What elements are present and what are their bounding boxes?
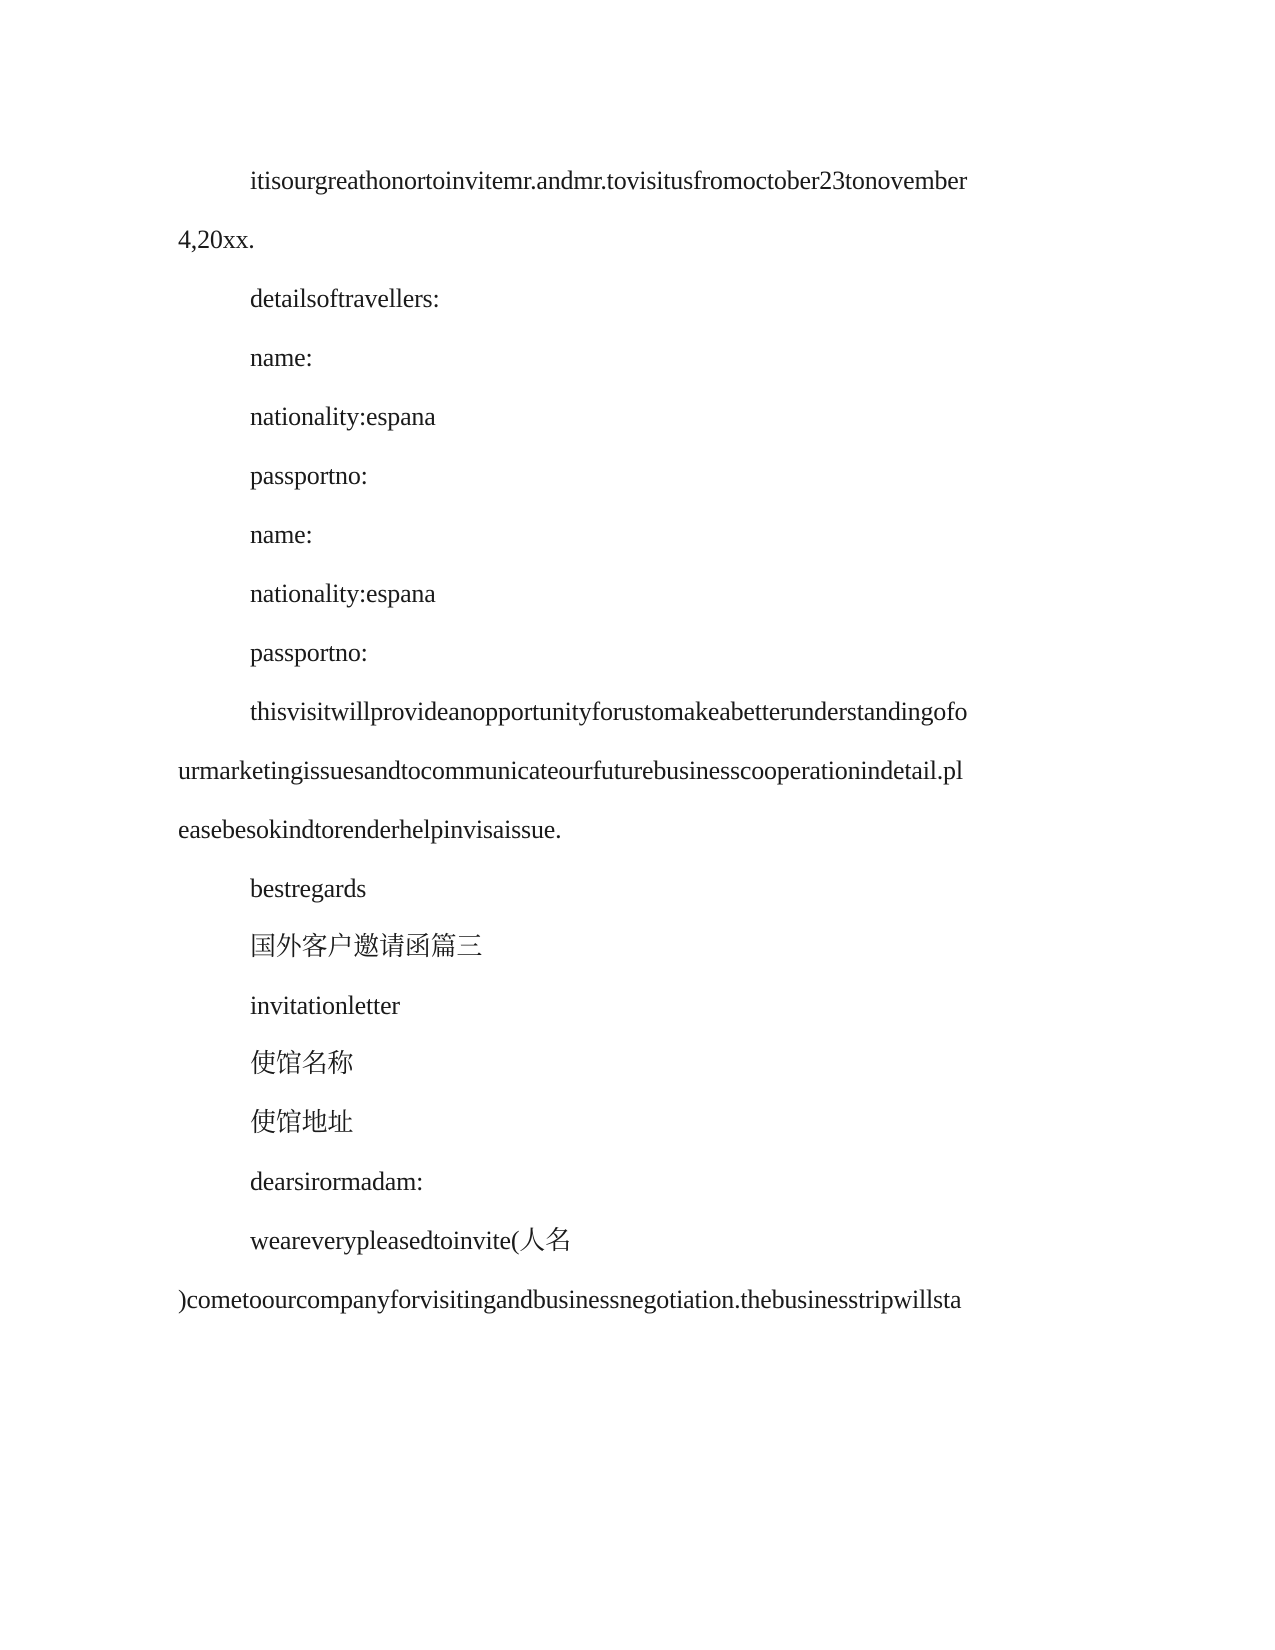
closing-regards: bestregards <box>250 874 367 903</box>
traveller-1-nationality: nationality:espana <box>250 402 436 431</box>
travellers-heading: detailsoftravellers: <box>250 284 440 313</box>
salutation: dearsirormadam: <box>250 1167 424 1196</box>
paragraph-purpose-line-1: thisvisitwillprovideanopportunityforustomakeabetterunderstandingofo <box>250 697 968 726</box>
paragraph-invitation-line-1: itisourgreathonortoinvitemr.andmr.tovisitusfromoctober23tonovember <box>250 166 968 195</box>
paragraph-body-line-1: weareverypleasedtoinvite(人名 <box>250 1226 571 1255</box>
embassy-name: 使馆名称 <box>250 1049 354 1078</box>
paragraph-purpose-line-3: easebesokindtorenderhelpinvisaissue. <box>178 815 562 844</box>
letter-title: invitationletter <box>250 991 400 1020</box>
traveller-1-passport: passportno: <box>250 461 368 490</box>
traveller-1-name: name: <box>250 343 313 372</box>
paragraph-purpose-line-2: urmarketingissuesandtocommunicateourfuturebusinesscooperationindetail.pl <box>178 756 963 785</box>
paragraph-invitation-line-2: 4,20xx. <box>178 225 255 254</box>
traveller-2-nationality: nationality:espana <box>250 579 436 608</box>
section-heading: 国外客户邀请函篇三 <box>250 932 483 961</box>
embassy-address: 使馆地址 <box>250 1108 354 1137</box>
traveller-2-passport: passportno: <box>250 638 368 667</box>
paragraph-body-line-2: )cometoourcompanyforvisitingandbusinessnegotiation.thebusinesstripwillsta <box>178 1285 962 1314</box>
traveller-2-name: name: <box>250 520 313 549</box>
